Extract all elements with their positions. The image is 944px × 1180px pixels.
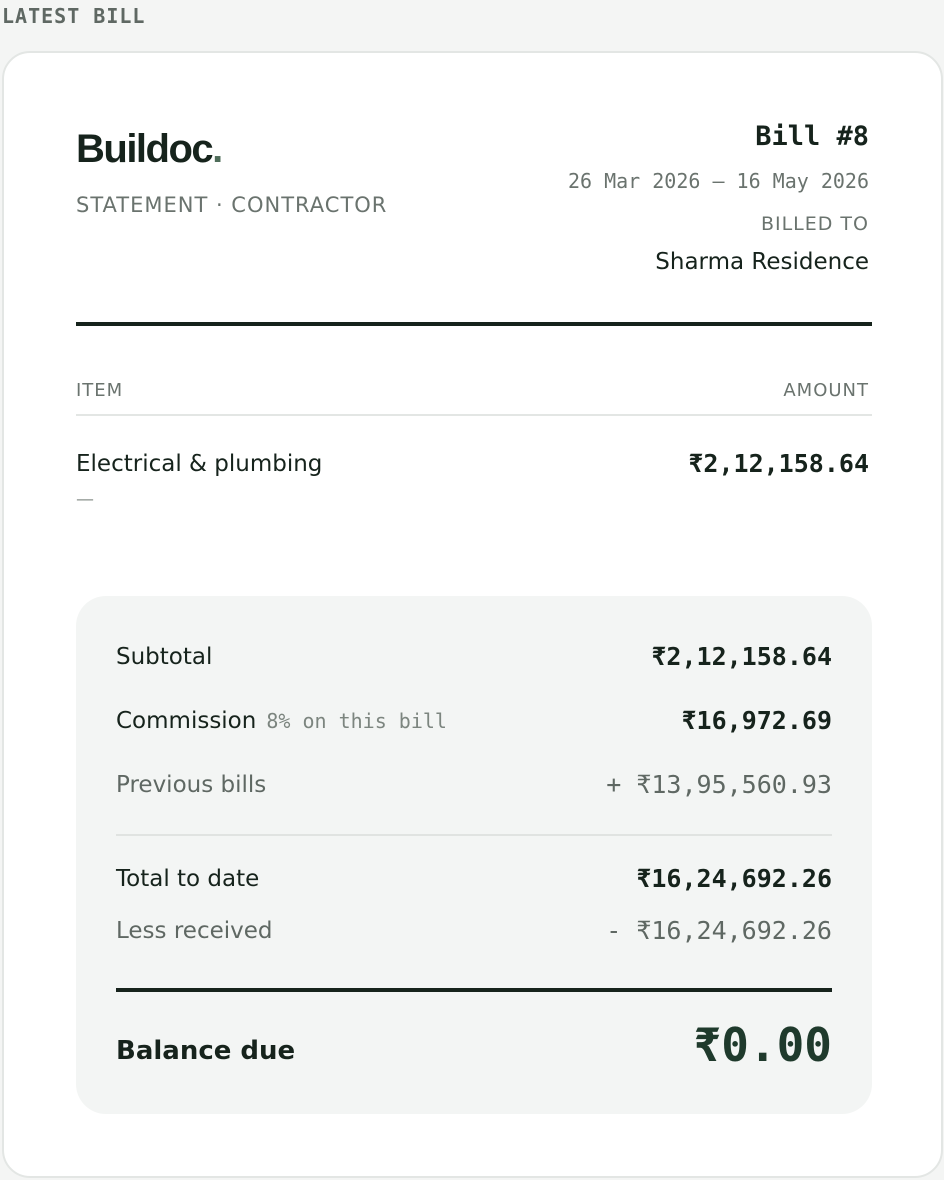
commission-label: Commission xyxy=(116,708,257,734)
billed-to-name: Sharma Residence xyxy=(655,249,869,275)
commission-value: ₹16,972.69 xyxy=(681,706,832,735)
total-to-date-label: Total to date xyxy=(116,866,260,892)
summary-panel xyxy=(76,596,872,1114)
subtotal-label: Subtotal xyxy=(116,644,213,670)
less-received-value: - ₹16,24,692.26 xyxy=(606,916,832,945)
billing-period: 26 Mar 2026 – 16 May 2026 xyxy=(567,169,869,193)
header-divider xyxy=(76,322,872,326)
item-description: — xyxy=(76,489,94,510)
billed-to-label: BILLED TO xyxy=(760,213,869,235)
logo-word: Buildoc xyxy=(76,127,213,171)
total-to-date-value: ₹16,24,692.26 xyxy=(636,864,832,893)
section-label: LATEST BILL xyxy=(2,4,146,28)
balance-due-value: ₹0.00 xyxy=(693,1018,832,1072)
bill-number: Bill #8 xyxy=(755,121,869,152)
logo-dot: . xyxy=(212,127,222,171)
column-header-item: ITEM xyxy=(76,380,124,401)
balance-due-label: Balance due xyxy=(116,1036,296,1066)
item-amount: ₹2,12,158.64 xyxy=(688,449,869,478)
brand-logo xyxy=(76,127,222,172)
item-name: Electrical & plumbing xyxy=(76,451,323,477)
previous-bills-label: Previous bills xyxy=(116,772,267,798)
less-received-label: Less received xyxy=(116,918,273,944)
column-header-amount: AMOUNT xyxy=(783,380,869,401)
balance-divider xyxy=(116,988,832,992)
summary-divider xyxy=(116,834,832,836)
table-header-divider xyxy=(76,414,872,416)
bill-card xyxy=(2,51,943,1178)
subtotal-value: ₹2,12,158.64 xyxy=(651,642,832,671)
commission-label-row xyxy=(116,708,447,734)
commission-note: 8% on this bill xyxy=(266,709,447,733)
previous-bills-value: + ₹13,95,560.93 xyxy=(606,770,832,799)
document-type: STATEMENT · CONTRACTOR xyxy=(76,193,388,217)
